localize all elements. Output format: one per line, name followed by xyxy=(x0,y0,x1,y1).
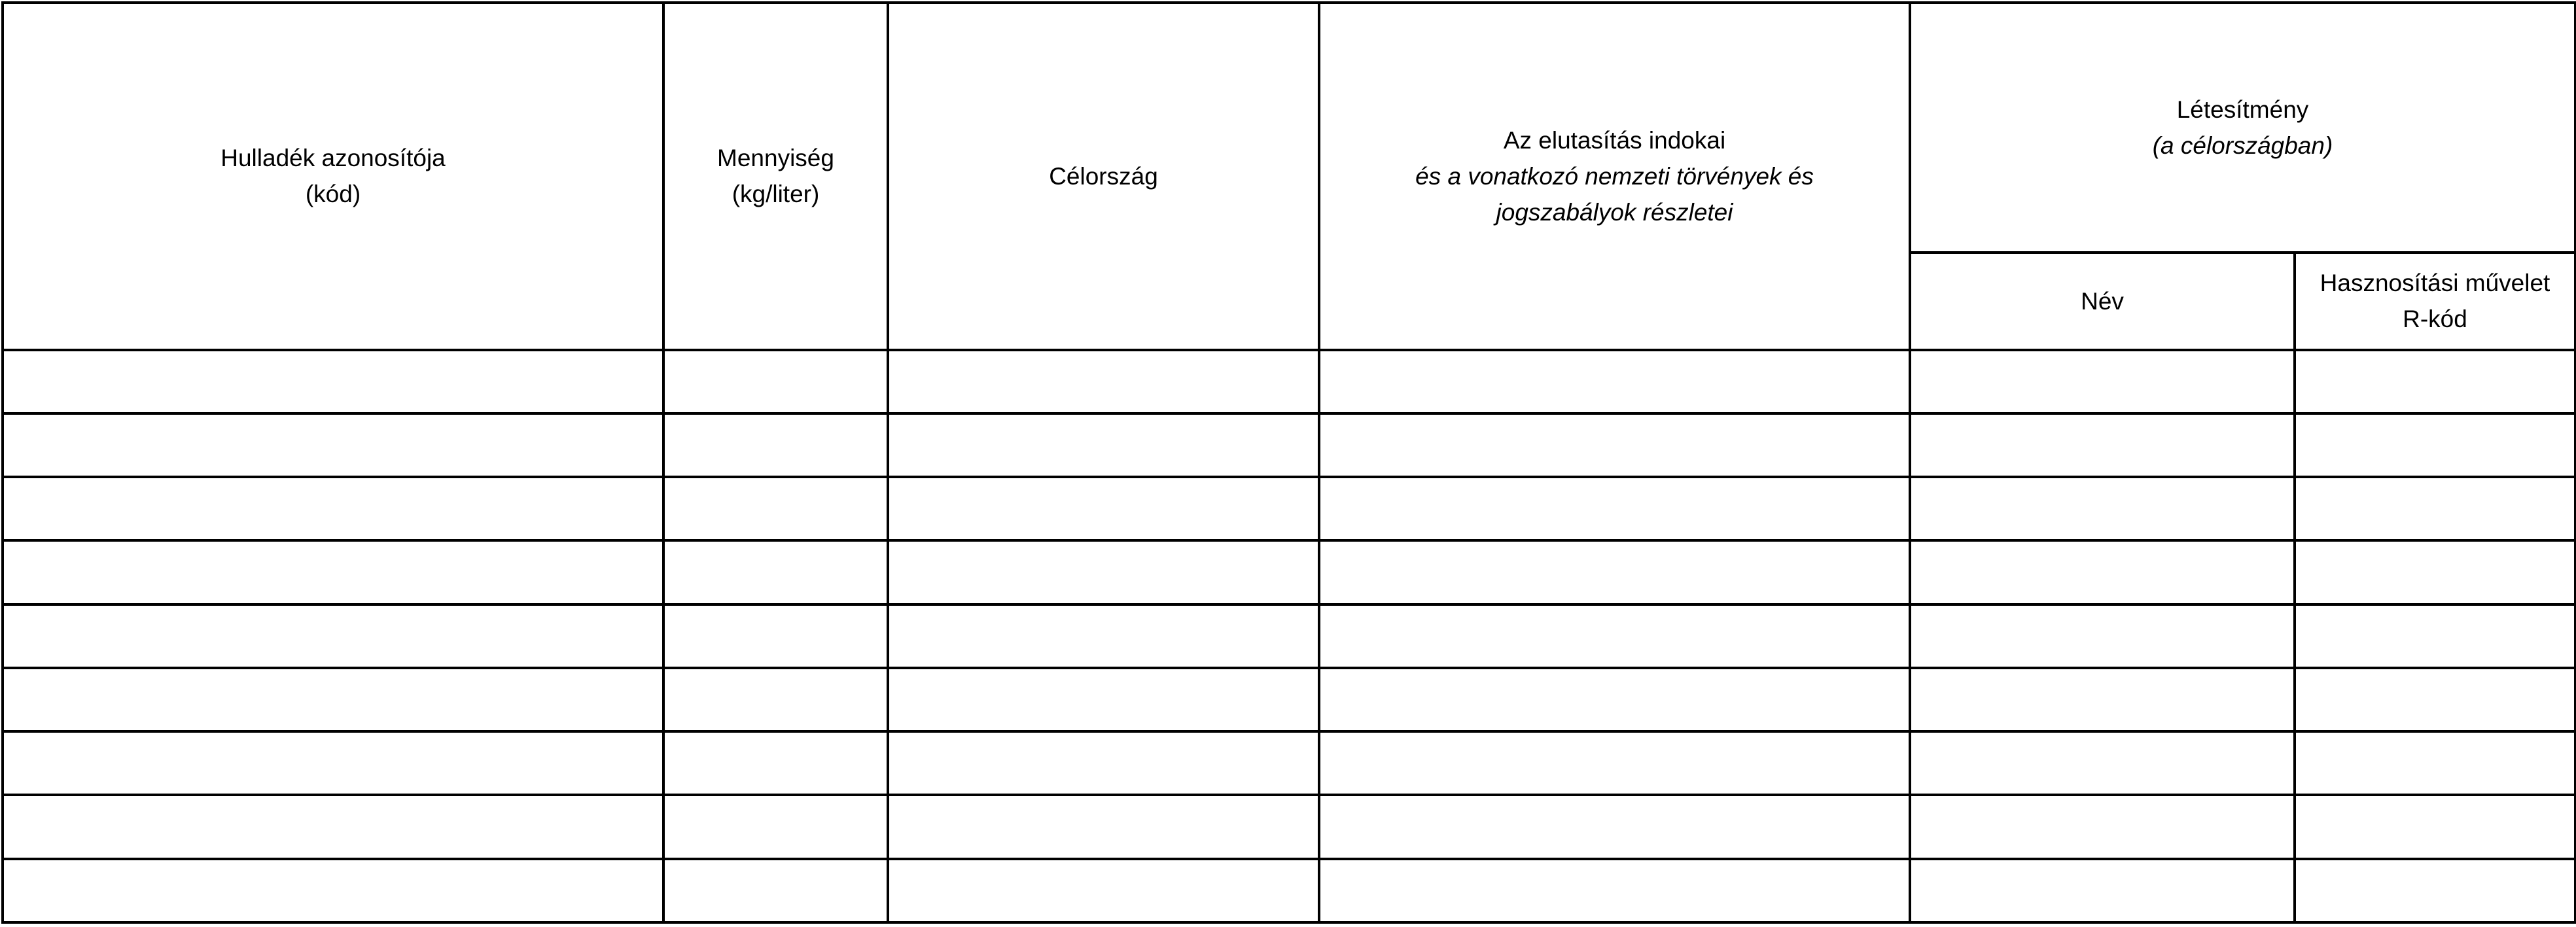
cell-destination xyxy=(888,604,1319,668)
header-facility-name-label: Név xyxy=(2081,287,2124,315)
cell-refusal-reasons xyxy=(1319,350,1910,413)
header-refusal-title: Az elutasítás indokai xyxy=(1503,126,1726,154)
cell-waste-id xyxy=(3,540,663,604)
table-row xyxy=(3,604,2575,668)
cell-quantity xyxy=(663,540,888,604)
cell-waste-id xyxy=(3,350,663,413)
header-waste-id-subtitle: (kód) xyxy=(305,181,361,208)
header-quantity-unit: (kg/liter) xyxy=(732,181,820,208)
cell-waste-id xyxy=(3,859,663,922)
cell-facility-name xyxy=(1910,795,2295,858)
cell-quantity xyxy=(663,413,888,477)
cell-refusal-reasons xyxy=(1319,477,1910,540)
cell-refusal-reasons xyxy=(1319,795,1910,858)
header-recovery-operation-title: Hasznosítási művelet xyxy=(2320,270,2550,297)
cell-refusal-reasons xyxy=(1319,413,1910,477)
header-waste-id xyxy=(3,3,663,350)
cell-recovery-code xyxy=(2295,413,2575,477)
cell-quantity xyxy=(663,859,888,922)
header-refusal-detail-2: jogszabályok részletei xyxy=(1496,198,1733,226)
header-facility-name xyxy=(1910,253,2295,349)
waste-refusal-table xyxy=(1,1,2576,924)
header-destination-title: Célország xyxy=(1049,162,1158,190)
header-quantity xyxy=(663,3,888,350)
cell-refusal-reasons xyxy=(1319,604,1910,668)
cell-waste-id xyxy=(3,477,663,540)
cell-facility-name xyxy=(1910,413,2295,477)
cell-facility-name xyxy=(1910,604,2295,668)
cell-facility-name xyxy=(1910,859,2295,922)
header-facility-title: Létesítmény xyxy=(2176,96,2309,124)
cell-waste-id xyxy=(3,413,663,477)
cell-destination xyxy=(888,477,1319,540)
table-body xyxy=(3,350,2575,923)
header-destination xyxy=(888,3,1319,350)
header-facility xyxy=(1910,3,2575,253)
cell-destination xyxy=(888,668,1319,731)
cell-destination xyxy=(888,350,1319,413)
cell-recovery-code xyxy=(2295,859,2575,922)
cell-waste-id xyxy=(3,731,663,795)
cell-quantity xyxy=(663,604,888,668)
cell-waste-id xyxy=(3,795,663,858)
cell-recovery-code xyxy=(2295,477,2575,540)
cell-waste-id xyxy=(3,604,663,668)
cell-recovery-code xyxy=(2295,795,2575,858)
cell-quantity xyxy=(663,795,888,858)
table-row xyxy=(3,413,2575,477)
header-recovery-operation-code: R-kód xyxy=(2403,306,2467,333)
cell-facility-name xyxy=(1910,668,2295,731)
cell-destination xyxy=(888,413,1319,477)
cell-destination xyxy=(888,731,1319,795)
header-recovery-operation xyxy=(2295,253,2575,349)
cell-refusal-reasons xyxy=(1319,668,1910,731)
cell-recovery-code xyxy=(2295,604,2575,668)
cell-recovery-code xyxy=(2295,668,2575,731)
cell-facility-name xyxy=(1910,350,2295,413)
header-quantity-title: Mennyiség xyxy=(717,145,834,172)
cell-refusal-reasons xyxy=(1319,540,1910,604)
cell-facility-name xyxy=(1910,477,2295,540)
table-row xyxy=(3,731,2575,795)
cell-refusal-reasons xyxy=(1319,731,1910,795)
cell-recovery-code xyxy=(2295,350,2575,413)
table-row xyxy=(3,795,2575,858)
header-waste-id-title: Hulladék azonosítója xyxy=(221,145,446,172)
cell-destination xyxy=(888,859,1319,922)
cell-facility-name xyxy=(1910,540,2295,604)
cell-quantity xyxy=(663,731,888,795)
cell-quantity xyxy=(663,668,888,731)
header-row xyxy=(3,3,2575,253)
table-row xyxy=(3,668,2575,731)
cell-quantity xyxy=(663,477,888,540)
cell-facility-name xyxy=(1910,731,2295,795)
table-row xyxy=(3,477,2575,540)
cell-recovery-code xyxy=(2295,731,2575,795)
cell-destination xyxy=(888,540,1319,604)
table-row xyxy=(3,540,2575,604)
table-row xyxy=(3,350,2575,413)
cell-recovery-code xyxy=(2295,540,2575,604)
header-facility-subtitle: (a célországban) xyxy=(2152,132,2333,160)
header-refusal-detail-1: és a vonatkozó nemzeti törvények és xyxy=(1415,162,1814,190)
cell-destination xyxy=(888,795,1319,858)
cell-quantity xyxy=(663,350,888,413)
header-refusal-reasons xyxy=(1319,3,1910,350)
table-row xyxy=(3,859,2575,922)
cell-refusal-reasons xyxy=(1319,859,1910,922)
cell-waste-id xyxy=(3,668,663,731)
